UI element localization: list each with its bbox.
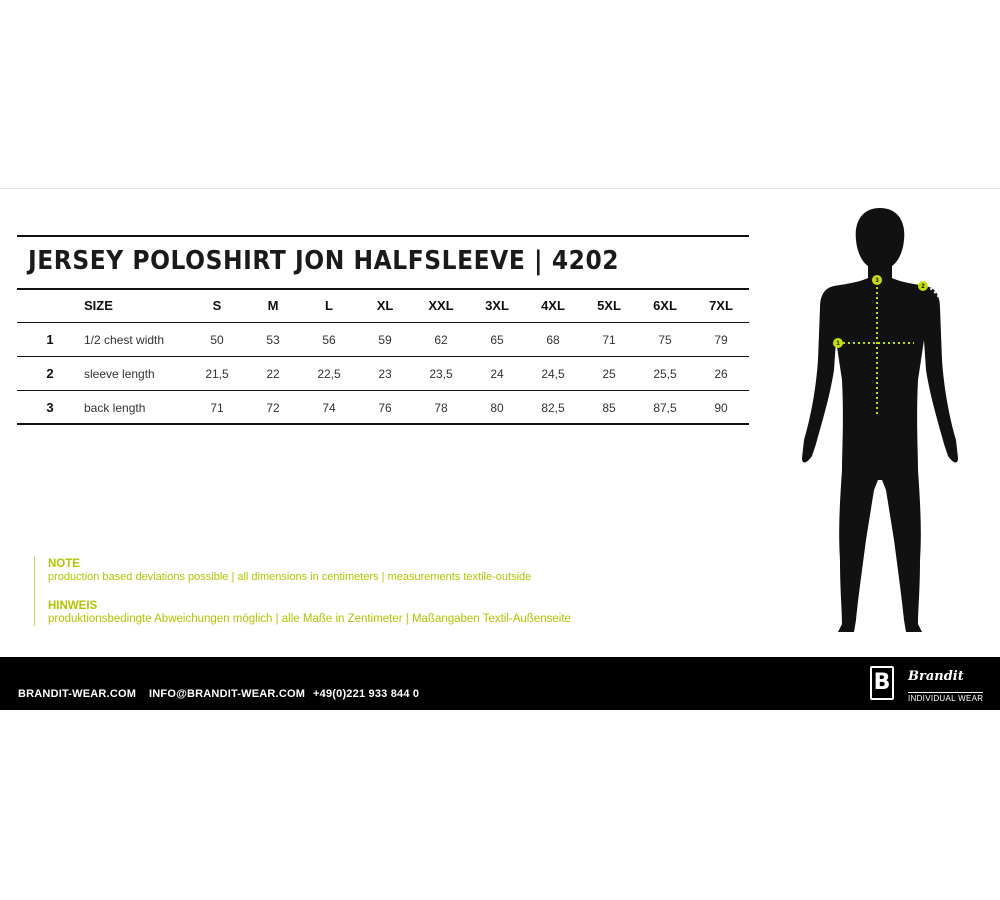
title-top-rule (17, 235, 749, 237)
size-column-header: S (212, 298, 222, 313)
size-column-header: M (267, 298, 279, 313)
table-cell: 76 (378, 401, 392, 415)
brand-tagline: INDIVIDUAL WEAR (908, 694, 984, 703)
marker-1-label: 1 (836, 341, 840, 347)
note-accent-bar (34, 556, 35, 626)
size-column-header: 3XL (485, 298, 509, 313)
size-header: SIZE (84, 298, 113, 313)
size-column-header: L (325, 298, 333, 313)
top-divider (0, 188, 1000, 189)
table-cell: 85 (602, 401, 616, 415)
table-row-divider (17, 423, 749, 425)
table-cell: 74 (322, 401, 336, 415)
hinweis-title: HINWEIS (48, 600, 98, 612)
note-text: production based deviations possible | all dimensions in centimeters | measurements textile-outside (48, 571, 532, 583)
body-measurement-figure (790, 200, 970, 640)
row-label: 1/2 chest width (84, 333, 165, 347)
size-column-header: 4XL (541, 298, 565, 313)
title-bottom-rule (17, 288, 749, 290)
table-cell: 23 (378, 367, 392, 381)
table-cell: 24,5 (541, 367, 565, 381)
figure-head (802, 208, 958, 632)
note-title: NOTE (48, 558, 80, 570)
size-column-header: 5XL (597, 298, 621, 313)
footer-website-link[interactable]: BRANDIT-WEAR.COM (18, 688, 137, 700)
size-column-header: 6XL (653, 298, 677, 313)
table-cell: 23,5 (429, 367, 453, 381)
row-number: 3 (46, 400, 54, 415)
footer-email-link[interactable]: INFO@BRANDIT-WEAR.COM (149, 688, 306, 700)
table-cell: 82,5 (541, 401, 565, 415)
table-cell: 87,5 (653, 401, 677, 415)
hinweis-text: produktionsbedingte Abweichungen möglich | alle Maße in Zentimeter | Maßangaben Textil-Außenseite (48, 613, 571, 625)
table-row-divider (17, 390, 749, 391)
table-cell: 24 (490, 367, 504, 381)
row-number: 2 (46, 366, 54, 381)
table-cell: 65 (490, 333, 504, 347)
size-column-header: 7XL (709, 298, 733, 313)
brandit-logo-icon: B (870, 666, 894, 700)
footer-phone: +49(0)221 933 844 0 (313, 688, 420, 700)
brand-name: Brandit (908, 669, 964, 684)
table-cell: 71 (602, 333, 616, 347)
table-cell: 53 (266, 333, 280, 347)
table-cell: 26 (714, 367, 728, 381)
table-cell: 68 (546, 333, 560, 347)
table-cell: 79 (714, 333, 728, 347)
row-label: sleeve length (84, 367, 155, 381)
table-cell: 22 (266, 367, 280, 381)
table-cell: 62 (434, 333, 448, 347)
table-row-divider (17, 322, 749, 323)
size-column-header: XXL (428, 298, 454, 313)
page-title: JERSEY POLOSHIRT JON HALFSLEEVE | 4202 (28, 246, 620, 276)
table-cell: 90 (714, 401, 728, 415)
table-cell: 59 (378, 333, 392, 347)
table-cell: 75 (658, 333, 672, 347)
size-column-header: XL (376, 298, 394, 313)
table-cell: 25 (602, 367, 616, 381)
marker-3-label: 3 (875, 278, 879, 284)
table-cell: 72 (266, 401, 280, 415)
table-cell: 50 (210, 333, 224, 347)
table-cell: 22,5 (317, 367, 341, 381)
table-cell: 78 (434, 401, 448, 415)
marker-2-label: 2 (921, 284, 925, 290)
footer-bar (0, 657, 1000, 710)
table-cell: 56 (322, 333, 336, 347)
table-cell: 25,5 (653, 367, 677, 381)
row-label: back length (84, 401, 146, 415)
table-cell: 80 (490, 401, 504, 415)
table-cell: 21,5 (205, 367, 229, 381)
row-number: 1 (46, 332, 54, 347)
table-row-divider (17, 356, 749, 357)
table-cell: 71 (210, 401, 224, 415)
